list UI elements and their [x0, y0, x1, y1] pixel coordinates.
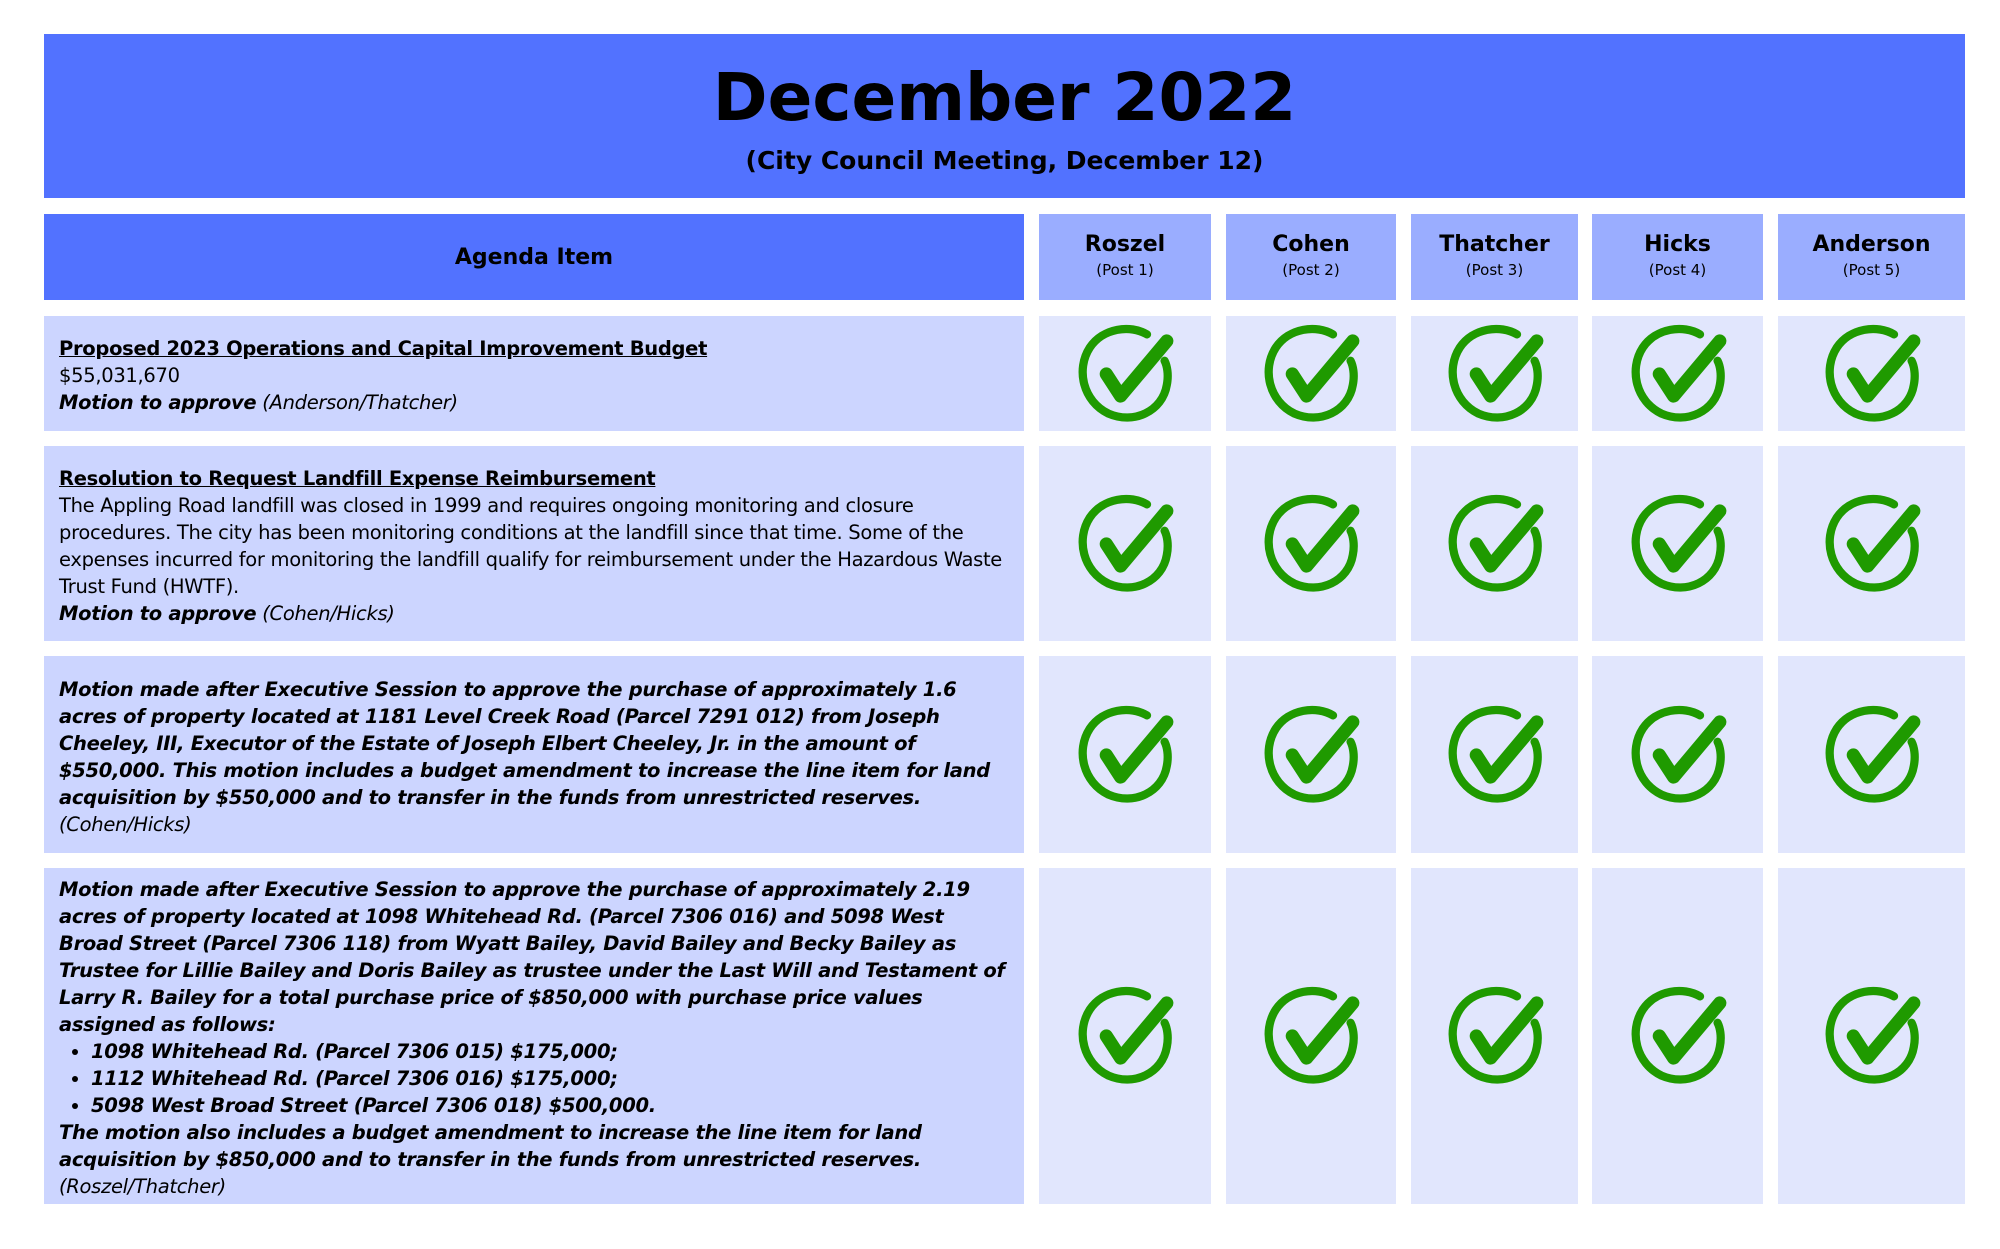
member-post: (Post 3): [1465, 261, 1524, 279]
check-icon: [1256, 981, 1366, 1091]
member-header-cohen: [1226, 214, 1396, 300]
check-icon: [1440, 700, 1550, 810]
movers: (Anderson/Thatcher): [262, 391, 458, 414]
check-icon: [1070, 700, 1180, 810]
vote-cell-roszel: [1039, 868, 1211, 1204]
vote-cell-cohen: [1226, 868, 1396, 1204]
title-band: [44, 34, 1965, 198]
movers: (Cohen/Hicks): [262, 601, 395, 625]
member-name: Hicks: [1644, 232, 1711, 257]
check-icon: [1623, 700, 1733, 810]
vote-cell-thatcher: [1411, 868, 1578, 1204]
check-icon: [1070, 981, 1180, 1091]
check-icon: [1623, 319, 1733, 429]
member-post: (Post 1): [1096, 261, 1154, 279]
member-name: Anderson: [1812, 232, 1931, 257]
member-name: Cohen: [1272, 232, 1350, 257]
member-header-thatcher: [1411, 214, 1578, 300]
check-icon: [1256, 319, 1366, 429]
check-icon: [1817, 489, 1927, 599]
vote-cell-anderson: [1778, 868, 1965, 1204]
parcel-item: • 1098 Whitehead Rd. (Parcel 7306 015) $175,000;: [91, 1038, 1008, 1065]
agenda-item-amount: $55,031,670: [59, 364, 180, 387]
member-header-hicks: [1592, 214, 1763, 300]
check-icon: [1623, 489, 1733, 599]
vote-cell-roszel: [1039, 446, 1211, 641]
agenda-row-2: [44, 446, 1024, 641]
check-icon: [1817, 700, 1927, 810]
vote-cell-thatcher: [1411, 446, 1578, 641]
member-post: (Post 2): [1282, 261, 1340, 279]
agenda-item-description: The Appling Road landfill was closed in 1999 and requires ongoing monitoring and closure procedures. The city has been monitoring conditions at the landfill since that time. Some of the expenses incurred for monitoring the landfill qualify for reimbursement under the Hazardous Waste Trust Fund (HWTF).: [59, 493, 1003, 598]
vote-cell-cohen: [1226, 446, 1396, 641]
agenda-item-header-label: Agenda Item: [454, 244, 614, 270]
check-icon: [1817, 319, 1927, 429]
vote-cell-thatcher: [1411, 316, 1578, 431]
vote-cell-hicks: [1592, 656, 1763, 853]
vote-cell-cohen: [1226, 316, 1396, 431]
motion-text-2: The motion also includes a budget amendment to increase the line item for land acquisition by $850,000 and to transfer in the funds from unrestricted reserves.: [59, 1121, 922, 1171]
agenda-row-1: [44, 316, 1024, 431]
motion-text: Motion made after Executive Session to approve the purchase of approximately 2.19 acres of property located at 1098 Whitehead Rd. (Parcel 7306 016) and 5098 West Broad Street (Parcel 7306 118) from Wyatt Bailey, David Bailey and Becky Bailey as Trustee for Lillie Bailey and Doris Bailey as trustee under the Last Will and Testament of Larry R. Bailey for a total purchase price of $850,000 with purchase price values assigned as follows:: [59, 878, 1005, 1036]
vote-cell-hicks: [1592, 316, 1763, 431]
page-title: December 2022: [712, 59, 1297, 136]
vote-cell-roszel: [1039, 656, 1211, 853]
agenda-row-4: [44, 868, 1024, 1204]
agenda-item-header: [44, 214, 1024, 300]
vote-cell-anderson: [1778, 446, 1965, 641]
page-subtitle: (City Council Meeting, December 12): [745, 146, 1264, 175]
movers: (Cohen/Hicks): [59, 812, 192, 836]
check-icon: [1256, 700, 1366, 810]
vote-cell-thatcher: [1411, 656, 1578, 853]
check-icon: [1623, 981, 1733, 1091]
check-icon: [1440, 981, 1550, 1091]
check-icon: [1440, 489, 1550, 599]
member-header-anderson: [1778, 214, 1965, 300]
vote-cell-anderson: [1778, 316, 1965, 431]
member-post: (Post 4): [1648, 261, 1707, 279]
member-name: Thatcher: [1439, 232, 1550, 257]
parcel-item: • 5098 West Broad Street (Parcel 7306 018) $500,000.: [91, 1092, 1008, 1119]
motion-text: Motion made after Executive Session to approve the purchase of approximately 1.6 acres of property located at 1181 Level Creek Road (Parcel 7291 012) from Joseph Cheeley, III, Executor of the Estate of Joseph Elbert Cheeley, Jr. in the amount of $550,000. This motion includes a budget amendment to increase the line item for land acquisition by $550,000 and to transfer in the funds from unrestricted reserves.: [59, 677, 990, 809]
agenda-item-title: Proposed 2023 Operations and Capital Improvement Budget: [59, 337, 708, 360]
motion-label: Motion to approve: [59, 391, 257, 414]
member-header-roszel: [1039, 214, 1211, 300]
vote-cell-anderson: [1778, 656, 1965, 853]
parcel-item: • 1112 Whitehead Rd. (Parcel 7306 016) $175,000;: [91, 1065, 1008, 1092]
member-post: (Post 5): [1842, 261, 1901, 279]
agenda-row-3: [44, 656, 1024, 853]
movers: (Roszel/Thatcher): [59, 1175, 226, 1198]
vote-cell-roszel: [1039, 316, 1211, 431]
check-icon: [1070, 319, 1180, 429]
check-icon: [1256, 489, 1366, 599]
member-name: Roszel: [1084, 232, 1166, 257]
check-icon: [1817, 981, 1927, 1091]
vote-cell-hicks: [1592, 446, 1763, 641]
agenda-item-title: Resolution to Request Landfill Expense Reimbursement: [59, 466, 656, 490]
vote-cell-hicks: [1592, 868, 1763, 1204]
check-icon: [1070, 489, 1180, 599]
parcel-list: [59, 1038, 1008, 1119]
check-icon: [1440, 319, 1550, 429]
vote-cell-cohen: [1226, 656, 1396, 853]
motion-label: Motion to approve: [59, 601, 257, 625]
